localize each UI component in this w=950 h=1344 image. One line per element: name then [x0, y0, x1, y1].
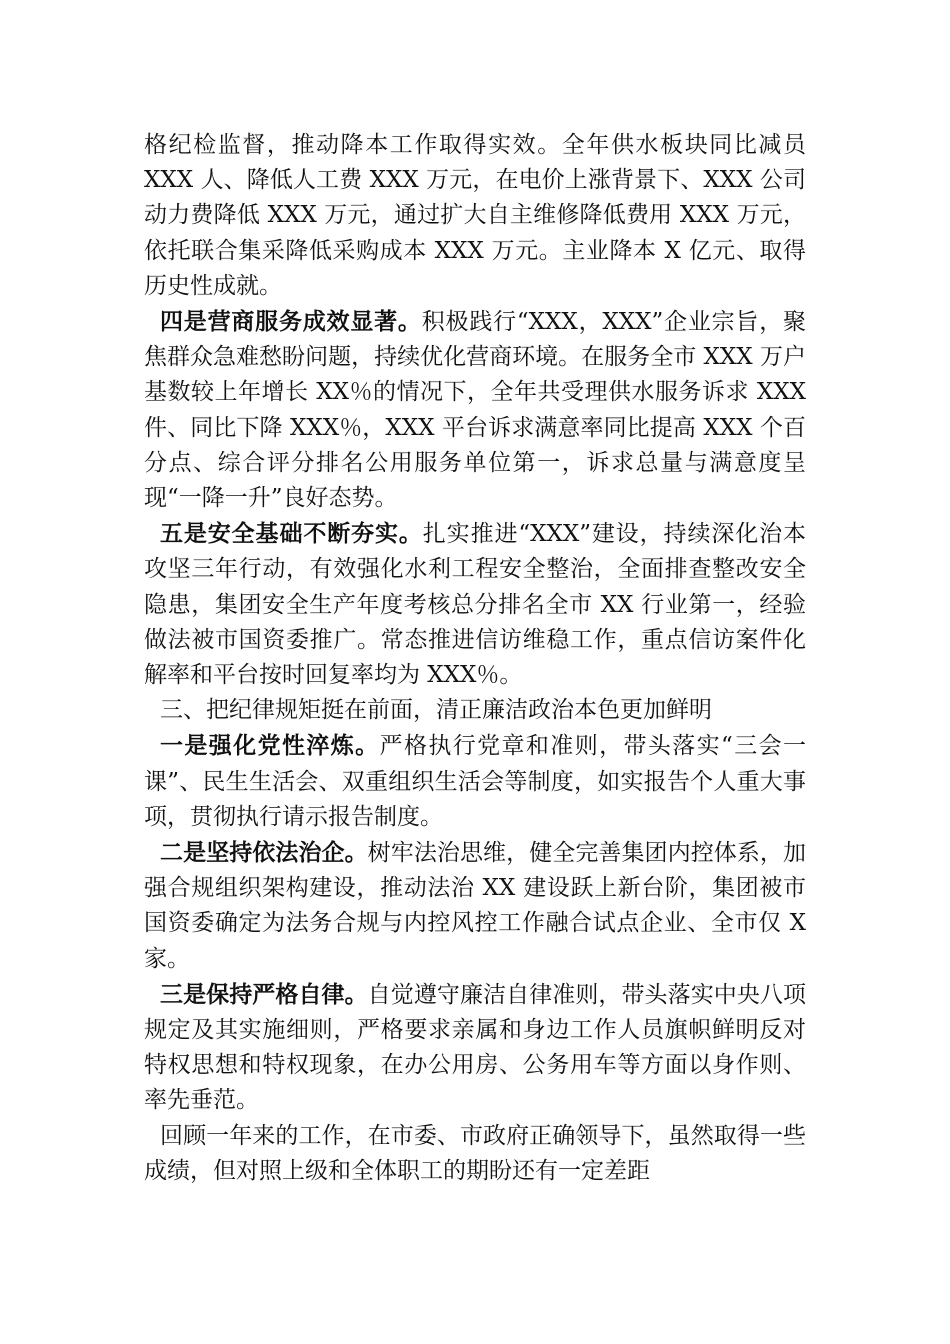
section-heading-discipline: [144, 693, 806, 728]
paragraph-text: 树牢法治思维，健全完善集团内控体系，加强合规组织架构建设，推动法治 XX 建设跃上新台阶，集团被市国资委确定为法务合规与内控风控工作融合试点企业、全市仅 X 家。: [144, 840, 807, 972]
paragraph-text: 格纪检监督，推动降本工作取得实效。全年供水板块同比减员 XXX 人、降低人工费 XXX 万元，在电价上涨背景下、XXX 公司动力费降低 XXX 万元，通过扩大自主维修降低费用 XXX 万元，依托联合集采降低采购成本 XXX 万元。主业降本 X 亿元、取得历史性成就。: [144, 132, 806, 299]
paragraph-safety: [144, 516, 806, 693]
paragraph-text: 自觉遵守廉洁自律准则，带头落实中央八项规定及其实施细则，严格要求亲属和身边工作人员旗帜鲜明反对特权思想和特权现象，在办公用房、公务用车等方面以身作则、率先垂范。: [144, 981, 807, 1114]
paragraph-self-discipline: [144, 977, 806, 1119]
paragraph-text: 积极践行“XXX，XXX”企业宗旨，聚焦群众急难愁盼问题，持续优化营商环境。在服务全市 XXX 万户基数较上年增长 XX％的情况下，全年共受理供水服务诉求 XXX 件、同比下降 XXX％，XXX 平台诉求满意率同比提高 XXX 个百分点、综合评分排名公用服务单位第一，诉求总量与满意度呈现“一降一升”良好态势。: [144, 309, 807, 512]
paragraph-business-service: [144, 304, 806, 516]
paragraph-rule-of-law: [144, 835, 806, 977]
paragraph-cost-reduction: [144, 128, 806, 304]
paragraph-lead: 一是强化党性淬炼。: [160, 732, 380, 760]
document-body: [144, 128, 806, 1189]
paragraph-text: 回顾一年来的工作，在市委、市政府正确领导下，虽然取得一些成绩，但对照上级和全体职工的期盼还有一定差距: [144, 1122, 806, 1184]
paragraph-text: 严格执行党章和准则，带头落实“三会一课”、民生生活会、双重组织生活会等制度，如实报告个人重大事项，贯彻执行请示报告制度。: [144, 733, 806, 830]
paragraph-party-spirit: [144, 728, 806, 835]
paragraph-review: [144, 1119, 806, 1189]
paragraph-text: 扎实推进“XXX”建设，持续深化治本攻坚三年行动，有效强化水利工程安全整治，全面排查整改安全隐患，集团安全生产年度考核总分排名全市 XX 行业第一，经验做法被市国资委推广。常态推进信访维稳工作，重点信访案件化解率和平台按时回复率均为 XXX％。: [144, 521, 807, 689]
paragraph-lead: 五是安全基础不断夯实。: [160, 520, 423, 548]
section-heading-text: 三、把纪律规矩挺在前面，清正廉洁政治本色更加鲜明: [160, 697, 712, 724]
paragraph-lead: 四是营商服务成效显著。: [160, 308, 422, 336]
paragraph-lead: 三是保持严格自律。: [160, 980, 368, 1008]
paragraph-lead: 二是坚持依法治企。: [160, 839, 368, 867]
